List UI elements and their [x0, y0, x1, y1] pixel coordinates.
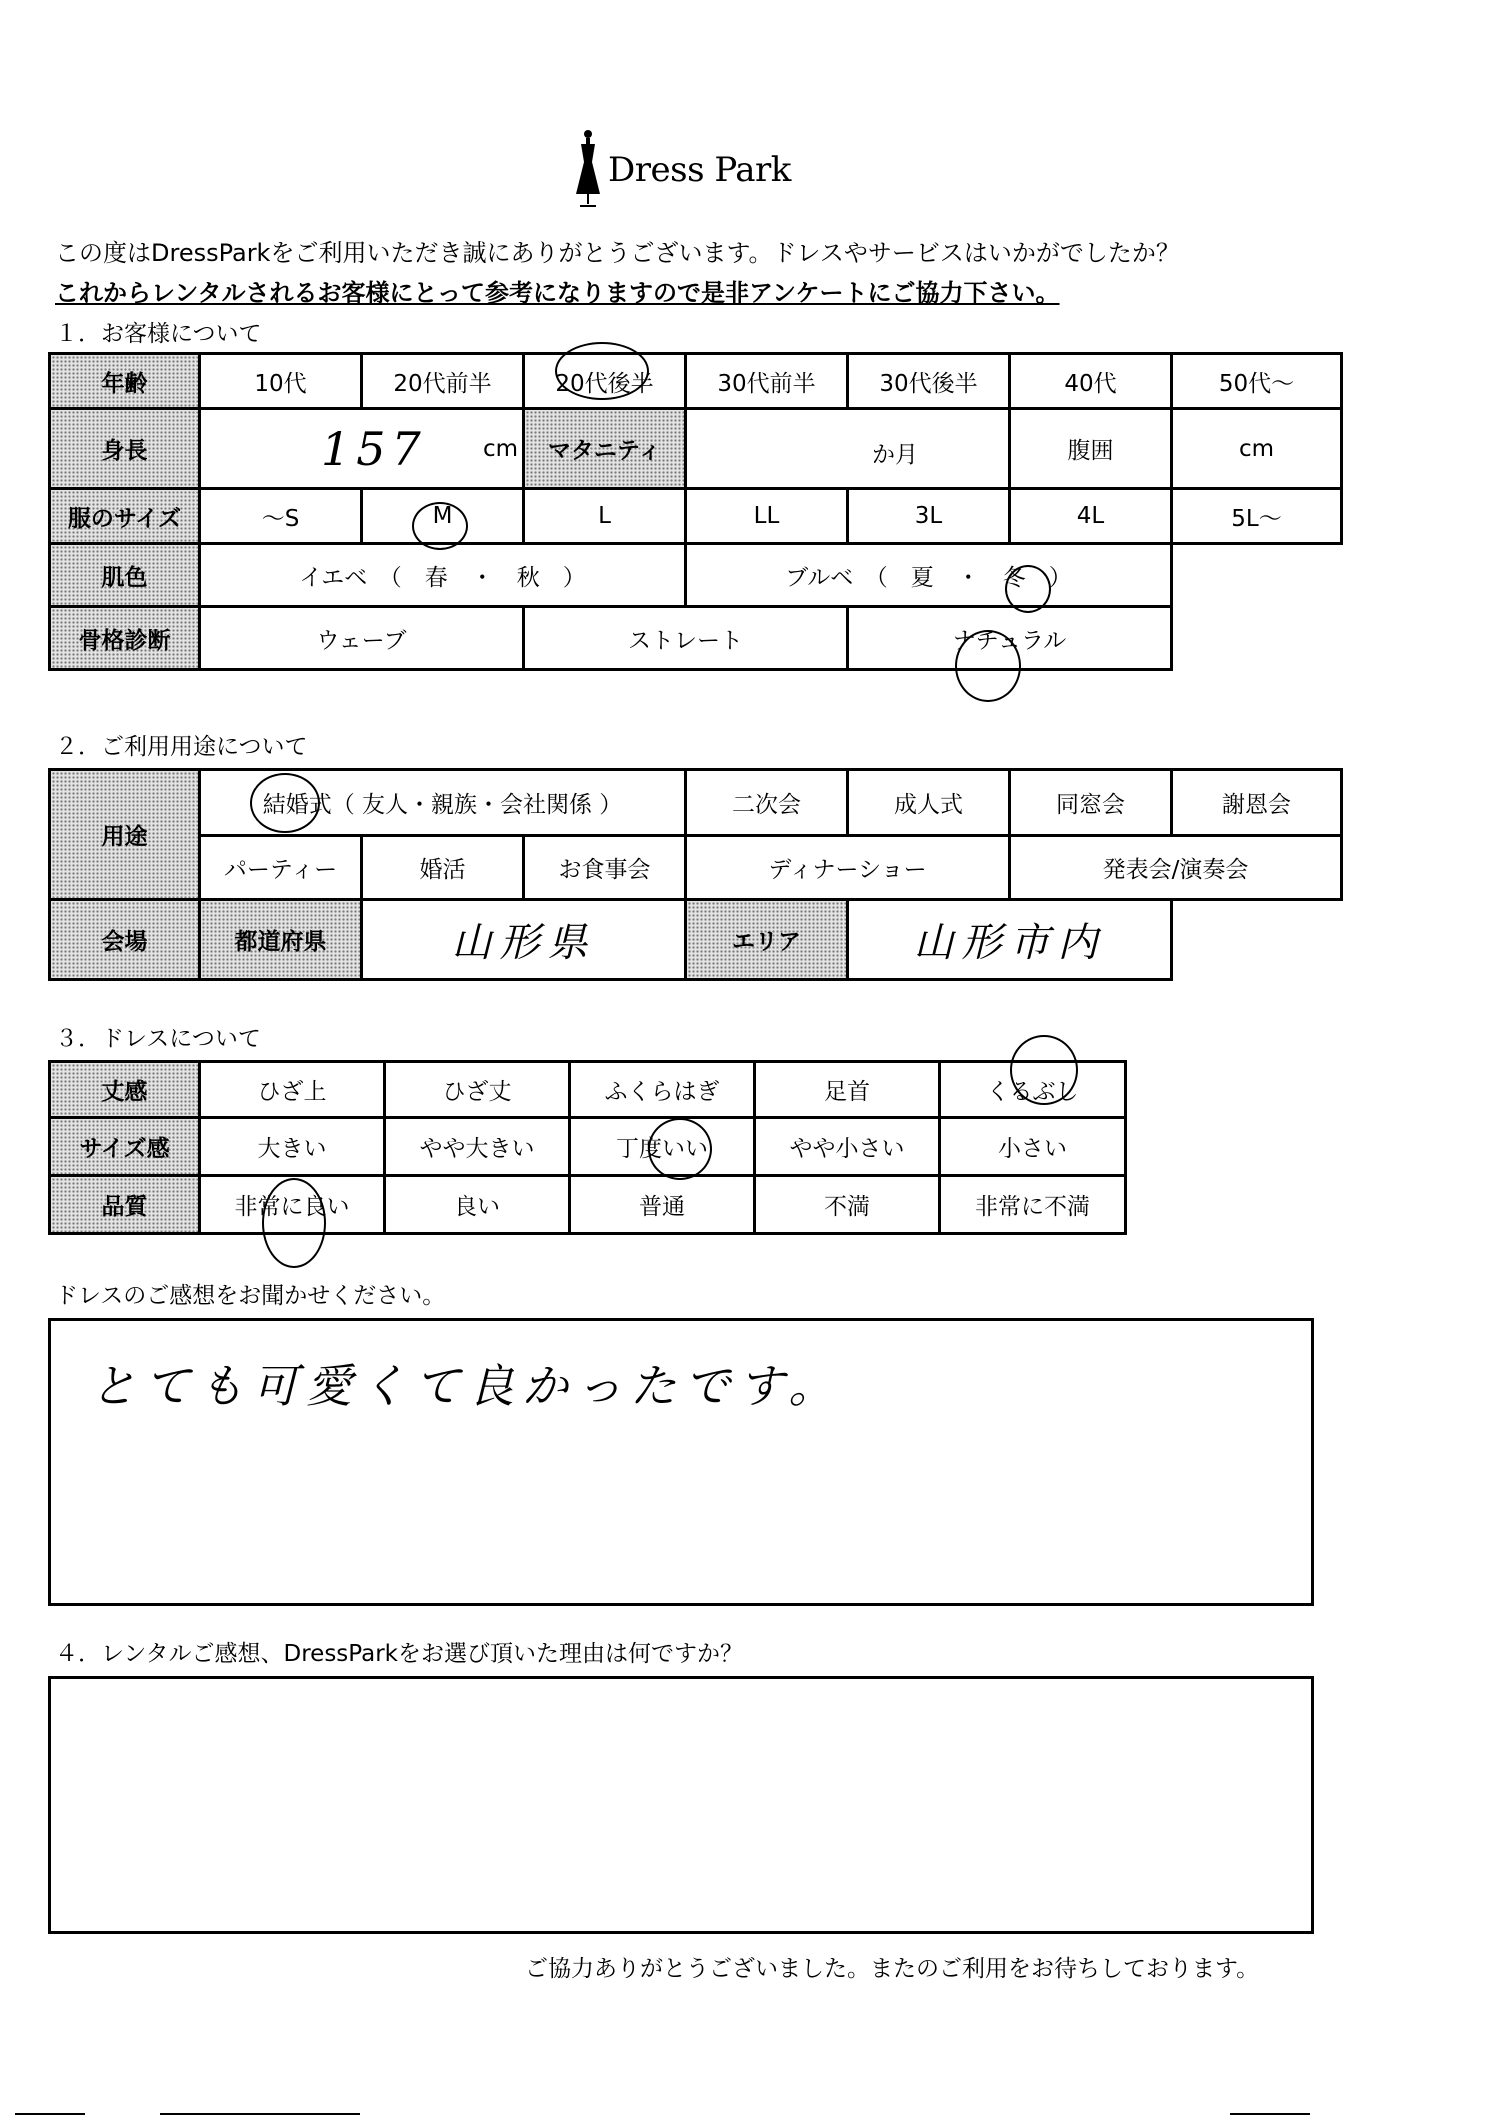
fit-option[interactable]: 小さい	[940, 1118, 1126, 1176]
purpose-option-selected[interactable]: 結婚式（ 友人・親族・会社関係 ）	[200, 770, 686, 836]
age-option[interactable]: 30代前半	[686, 354, 848, 409]
length-label: 丈感	[50, 1062, 200, 1118]
purpose-row-2	[50, 836, 1342, 900]
prefecture-field[interactable]	[362, 900, 686, 980]
quality-label: 品質	[50, 1176, 200, 1234]
fit-option[interactable]: やや大きい	[385, 1118, 570, 1176]
quality-option[interactable]: 非常に不満	[940, 1176, 1126, 1234]
maternity-months-field[interactable]	[686, 409, 1010, 489]
intro-line-1: この度はDressParkをご利用いただき誠にありがとうございます。ドレスやサービスはいかがでしたか？	[55, 239, 1180, 267]
frame-row	[50, 607, 1342, 670]
age-option[interactable]: 40代	[1010, 354, 1172, 409]
purpose-option[interactable]: 二次会	[686, 770, 848, 836]
purpose-option[interactable]: 同窓会	[1010, 770, 1172, 836]
reason-box[interactable]	[48, 1676, 1314, 1934]
dress-mannequin-icon	[570, 128, 610, 214]
quality-row	[50, 1176, 1126, 1234]
quality-option[interactable]: 不満	[755, 1176, 940, 1234]
purpose-option[interactable]: パーティー	[200, 836, 362, 900]
purpose-option[interactable]: お食事会	[524, 836, 686, 900]
height-label: 身長	[50, 409, 200, 489]
size-option[interactable]: LL	[686, 489, 848, 544]
skin-blue[interactable]: ブルベ （ 夏 ・ 冬 ）	[686, 544, 1172, 607]
size-option-selected[interactable]: M	[362, 489, 524, 544]
selection-circle	[1010, 1035, 1078, 1105]
fit-option[interactable]: 大きい	[200, 1118, 385, 1176]
impression-prompt: ドレスのご感想をお聞かせください。	[55, 1283, 446, 1309]
length-option[interactable]: ひざ上	[200, 1062, 385, 1118]
fit-label: サイズ感	[50, 1118, 200, 1176]
area-label: エリア	[686, 900, 848, 980]
skin-row	[50, 544, 1342, 607]
maternity-months-unit: か月	[872, 442, 918, 468]
length-option[interactable]: ひざ丈	[385, 1062, 570, 1118]
length-option[interactable]: 足首	[755, 1062, 940, 1118]
selection-circle	[555, 342, 649, 400]
area-value: 山形市内	[913, 920, 1106, 966]
height-value: 157	[321, 422, 427, 476]
quality-option[interactable]: 良い	[385, 1176, 570, 1234]
height-row	[50, 409, 1342, 489]
purpose-option[interactable]: 発表会/演奏会	[1010, 836, 1342, 900]
scan-line	[15, 2113, 85, 2115]
size-option[interactable]: 4L	[1010, 489, 1172, 544]
section-4-title: ４．レンタルご感想、DressParkをお選び頂いた理由は何ですか？	[55, 1641, 743, 1667]
age-option-selected[interactable]: 20代後半	[524, 354, 686, 409]
frame-option-selected[interactable]: ナチュラル	[848, 607, 1172, 670]
venue-row	[50, 900, 1342, 980]
selection-circle	[955, 630, 1021, 702]
section-1-title: １．お客様について	[55, 321, 262, 347]
age-label: 年齢	[50, 354, 200, 409]
skin-label: 肌色	[50, 544, 200, 607]
belly-unit: cm	[1172, 409, 1342, 489]
height-unit: cm	[482, 436, 518, 462]
fit-option[interactable]: やや小さい	[755, 1118, 940, 1176]
fit-row	[50, 1118, 1126, 1176]
age-option[interactable]: 20代前半	[362, 354, 524, 409]
impression-answer: とても可愛くて良かったです。	[90, 1359, 843, 1413]
purpose-option[interactable]: 婚活	[362, 836, 524, 900]
fit-option-selected[interactable]: 丁度いい	[570, 1118, 755, 1176]
size-option[interactable]: 3L	[848, 489, 1010, 544]
purpose-row-1	[50, 770, 1342, 836]
brand-name: Dress Park	[608, 150, 791, 190]
size-option[interactable]: L	[524, 489, 686, 544]
age-option[interactable]: 10代	[200, 354, 362, 409]
frame-label: 骨格診断	[50, 607, 200, 670]
length-row	[50, 1062, 1126, 1118]
venue-label: 会場	[50, 900, 200, 980]
selection-circle	[262, 1178, 326, 1268]
selection-circle	[648, 1118, 712, 1180]
section-3-title: ３．ドレスについて	[55, 1026, 261, 1052]
length-option[interactable]: ふくらはぎ	[570, 1062, 755, 1118]
maternity-label: マタニティ	[524, 409, 686, 489]
purpose-option[interactable]: ディナーショー	[686, 836, 1010, 900]
belly-label: 腹囲	[1010, 409, 1172, 489]
intro-line-2: これからレンタルされるお客様にとって参考になりますので是非アンケートにご協力下さい。	[55, 279, 1060, 307]
purpose-option[interactable]: 成人式	[848, 770, 1010, 836]
age-row	[50, 354, 1342, 409]
selection-circle	[250, 773, 320, 833]
quality-option-selected[interactable]: 非常に良い	[200, 1176, 385, 1234]
usage-table	[48, 768, 1343, 981]
dress-table	[48, 1060, 1127, 1235]
purpose-option[interactable]: 謝恩会	[1172, 770, 1342, 836]
frame-option[interactable]: ストレート	[524, 607, 848, 670]
size-row	[50, 489, 1342, 544]
scan-line	[160, 2113, 360, 2115]
prefecture-label: 都道府県	[200, 900, 362, 980]
age-option[interactable]: 50代～	[1172, 354, 1342, 409]
prefecture-value: 山形県	[451, 920, 596, 966]
frame-option[interactable]: ウェーブ	[200, 607, 524, 670]
customer-table	[48, 352, 1343, 671]
length-option-selected[interactable]: くるぶし	[940, 1062, 1126, 1118]
quality-option[interactable]: 普通	[570, 1176, 755, 1234]
area-field[interactable]	[848, 900, 1172, 980]
age-option[interactable]: 30代後半	[848, 354, 1010, 409]
selection-circle	[1005, 565, 1051, 613]
skin-yellow[interactable]: イエベ （ 春 ・ 秋 ）	[200, 544, 686, 607]
height-field[interactable]	[200, 409, 524, 489]
section-2-title: ２．ご利用用途について	[55, 734, 308, 760]
scan-line	[1230, 2113, 1310, 2115]
closing-message: ご協力ありがとうございました。またのご利用をお待ちしております。	[525, 1956, 1260, 1982]
size-option[interactable]: 5L～	[1172, 489, 1342, 544]
size-option[interactable]: ～S	[200, 489, 362, 544]
purpose-label: 用途	[50, 770, 200, 900]
selection-circle	[412, 502, 468, 550]
size-label: 服のサイズ	[50, 489, 200, 544]
brand-logo	[570, 128, 810, 214]
